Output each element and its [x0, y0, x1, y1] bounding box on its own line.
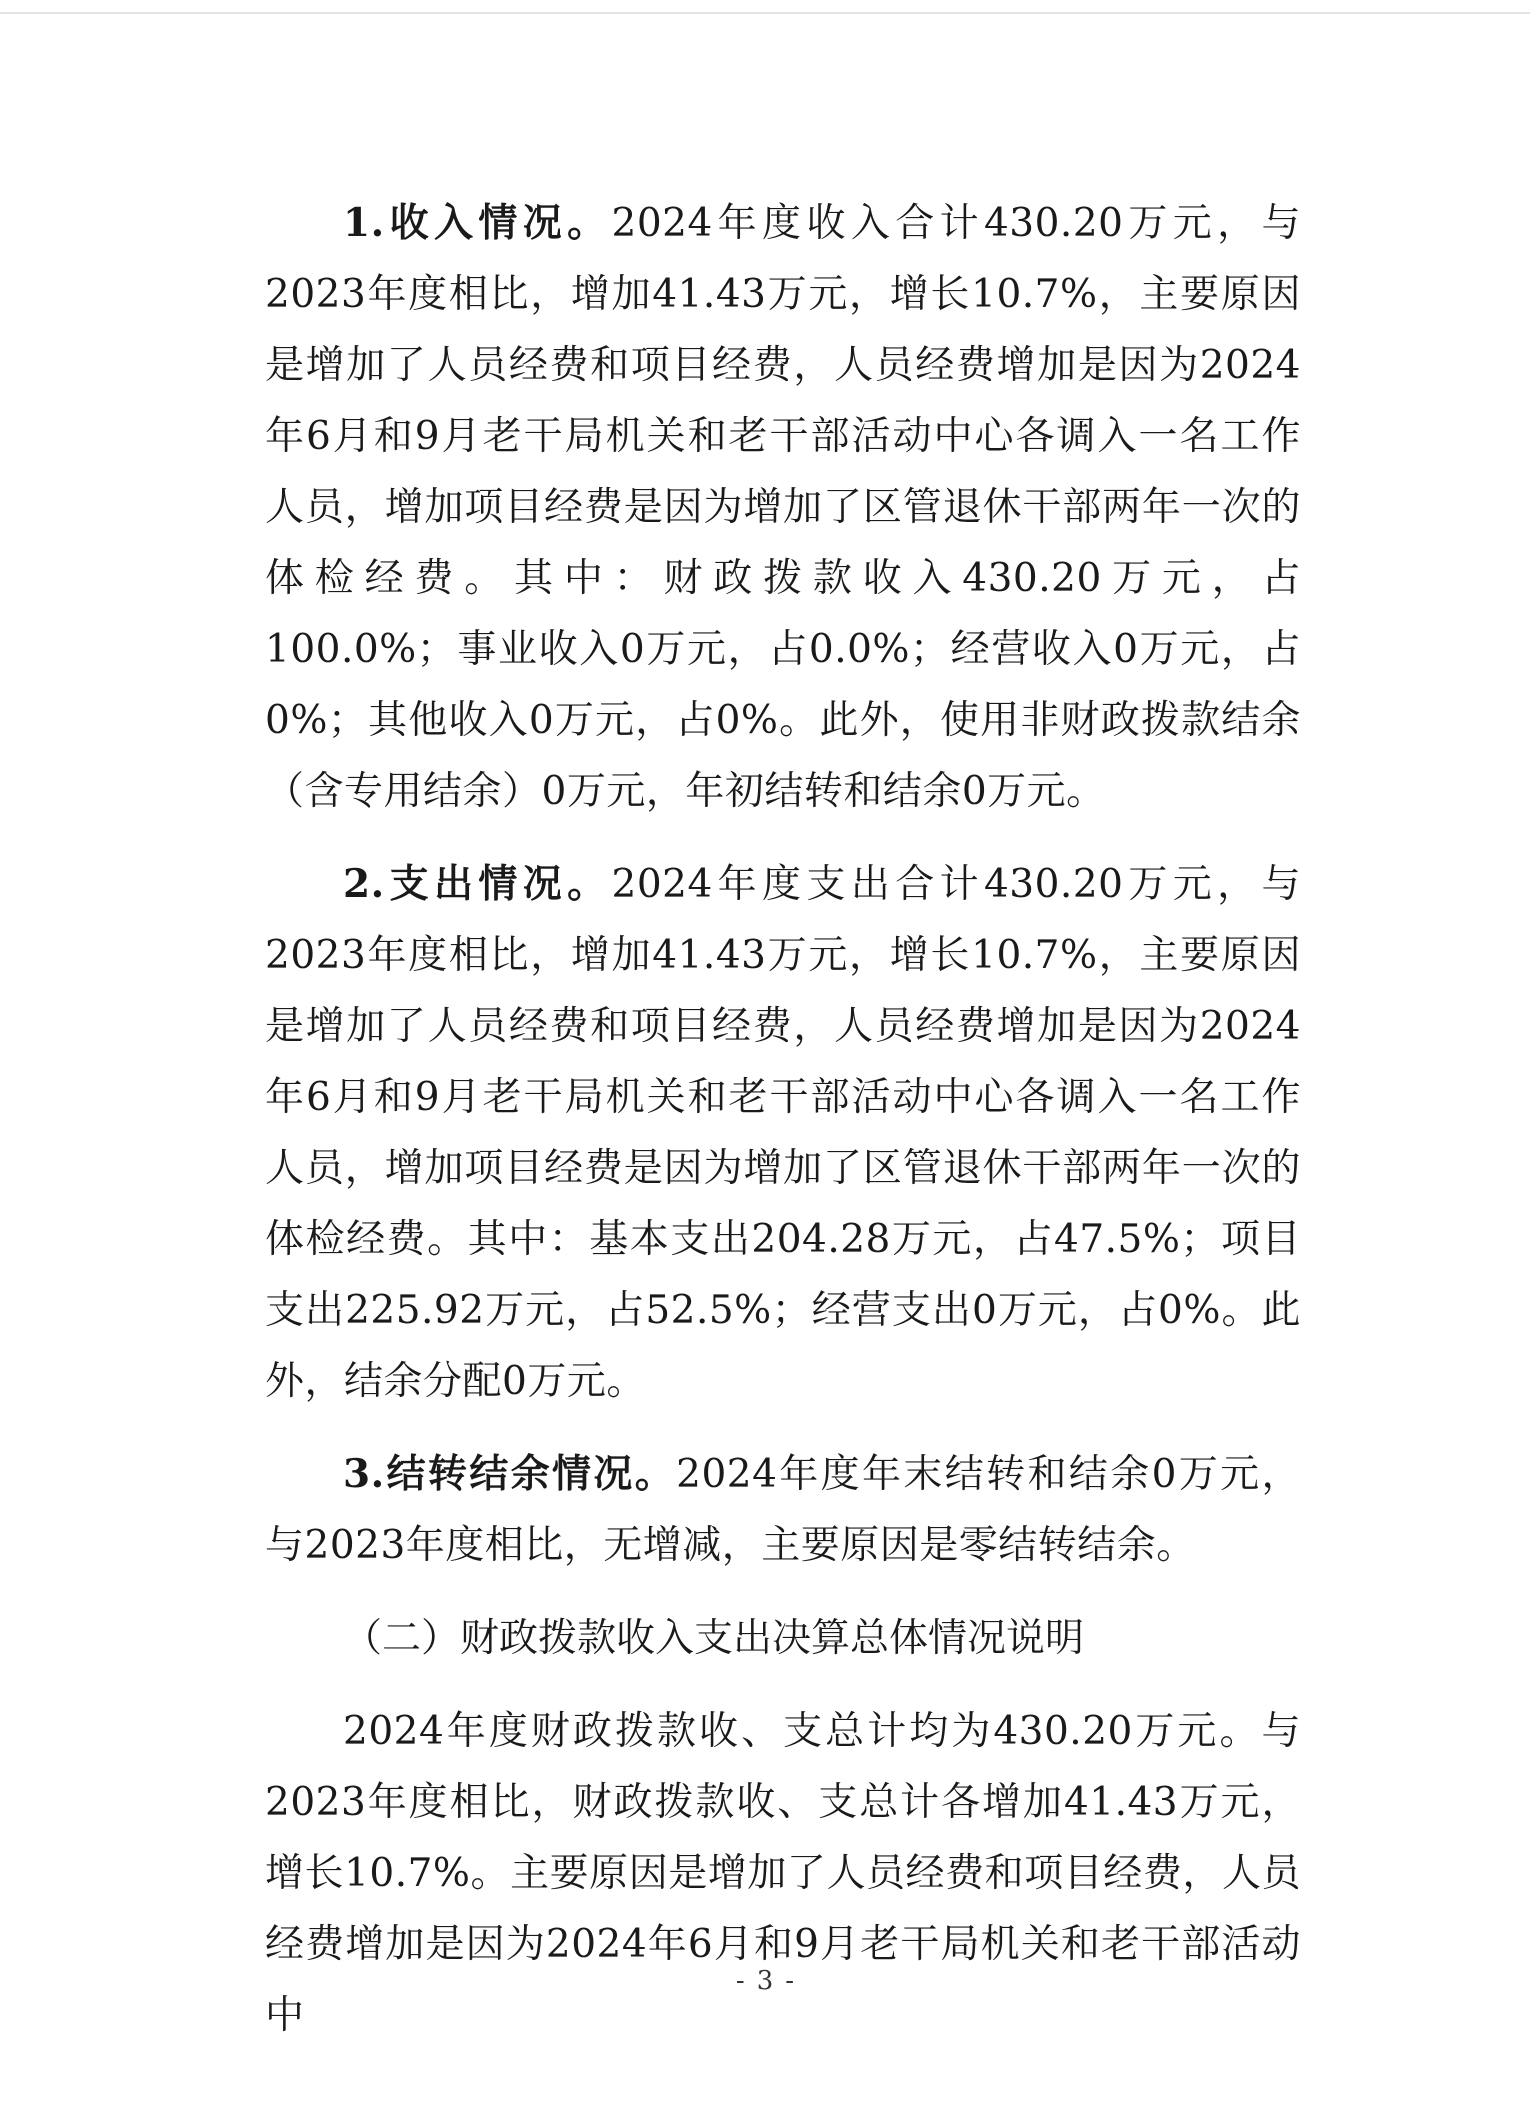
expenditure-paragraph — [265, 849, 1301, 1417]
section-heading: （二）财政拨款收入支出决算总体情况说明 — [343, 1616, 1085, 1661]
carryover-lead: 3.结转结余情况。 — [343, 1451, 677, 1497]
page-number-dash-left: - — [735, 1966, 745, 1996]
income-lead: 1.收入情况。 — [343, 200, 612, 246]
document-body — [265, 188, 1301, 2051]
income-text: 2024年度收入合计430.20万元，与2023年度相比，增加41.43万元，增长10.7%，主要原因是增加了人员经费和项目经费，人员经费增加是因为2024年6月和9月老干局机关和老干部活动中心各调入一名工作人员，增加项目经费是因为增加了区管退休干部两年一次的体检经费。其中：财政拨款收入430.20万元，占100.0%；事业收入0万元，占0.0%；经营收入0万元，占0%；其他收入0万元，占0%。此外，使用非财政拨款结余（含专用结余）0万元，年初结转和结余0万元。 — [265, 201, 1301, 814]
section-body-paragraph: 2024年度财政拨款收、支总计均为430.20万元。与2023年度相比，财政拨款收、支总计各增加41.43万元，增长10.7%。主要原因是增加了人员经费和项目经费，人员经费增加是因为2024年6月和9月老干局机关和老干部活动中 — [265, 1709, 1301, 2038]
paragraph-gap — [265, 1581, 1301, 1603]
page-number-dash-right: - — [785, 1966, 795, 1996]
expenditure-text: 2024年度支出合计430.20万元，与2023年度相比，增加41.43万元，增长10.7%，主要原因是增加了人员经费和项目经费，人员经费增加是因为2024年6月和9月老干局机关和老干部活动中心各调入一名工作人员，增加项目经费是因为增加了区管退休干部两年一次的体检经费。其中：基本支出204.28万元，占47.5%；项目支出225.92万元，占52.5%；经营支出0万元，占0%。此外，结余分配0万元。 — [265, 862, 1301, 1404]
carryover-text: 2024年度年末结转和结余0万元，与2023年度相比，无增减，主要原因是零结转结余。 — [265, 1452, 1301, 1568]
scan-edge-line — [0, 12, 1530, 14]
page-footer — [0, 1966, 1530, 1996]
paragraph-gap — [265, 1417, 1301, 1439]
paragraph-gap — [265, 827, 1301, 849]
expenditure-lead: 2.支出情况。 — [343, 861, 612, 907]
paragraph-gap — [265, 1674, 1301, 1696]
page-number: 3 — [756, 1966, 774, 1996]
income-paragraph — [265, 188, 1301, 827]
carryover-paragraph — [265, 1439, 1301, 1581]
